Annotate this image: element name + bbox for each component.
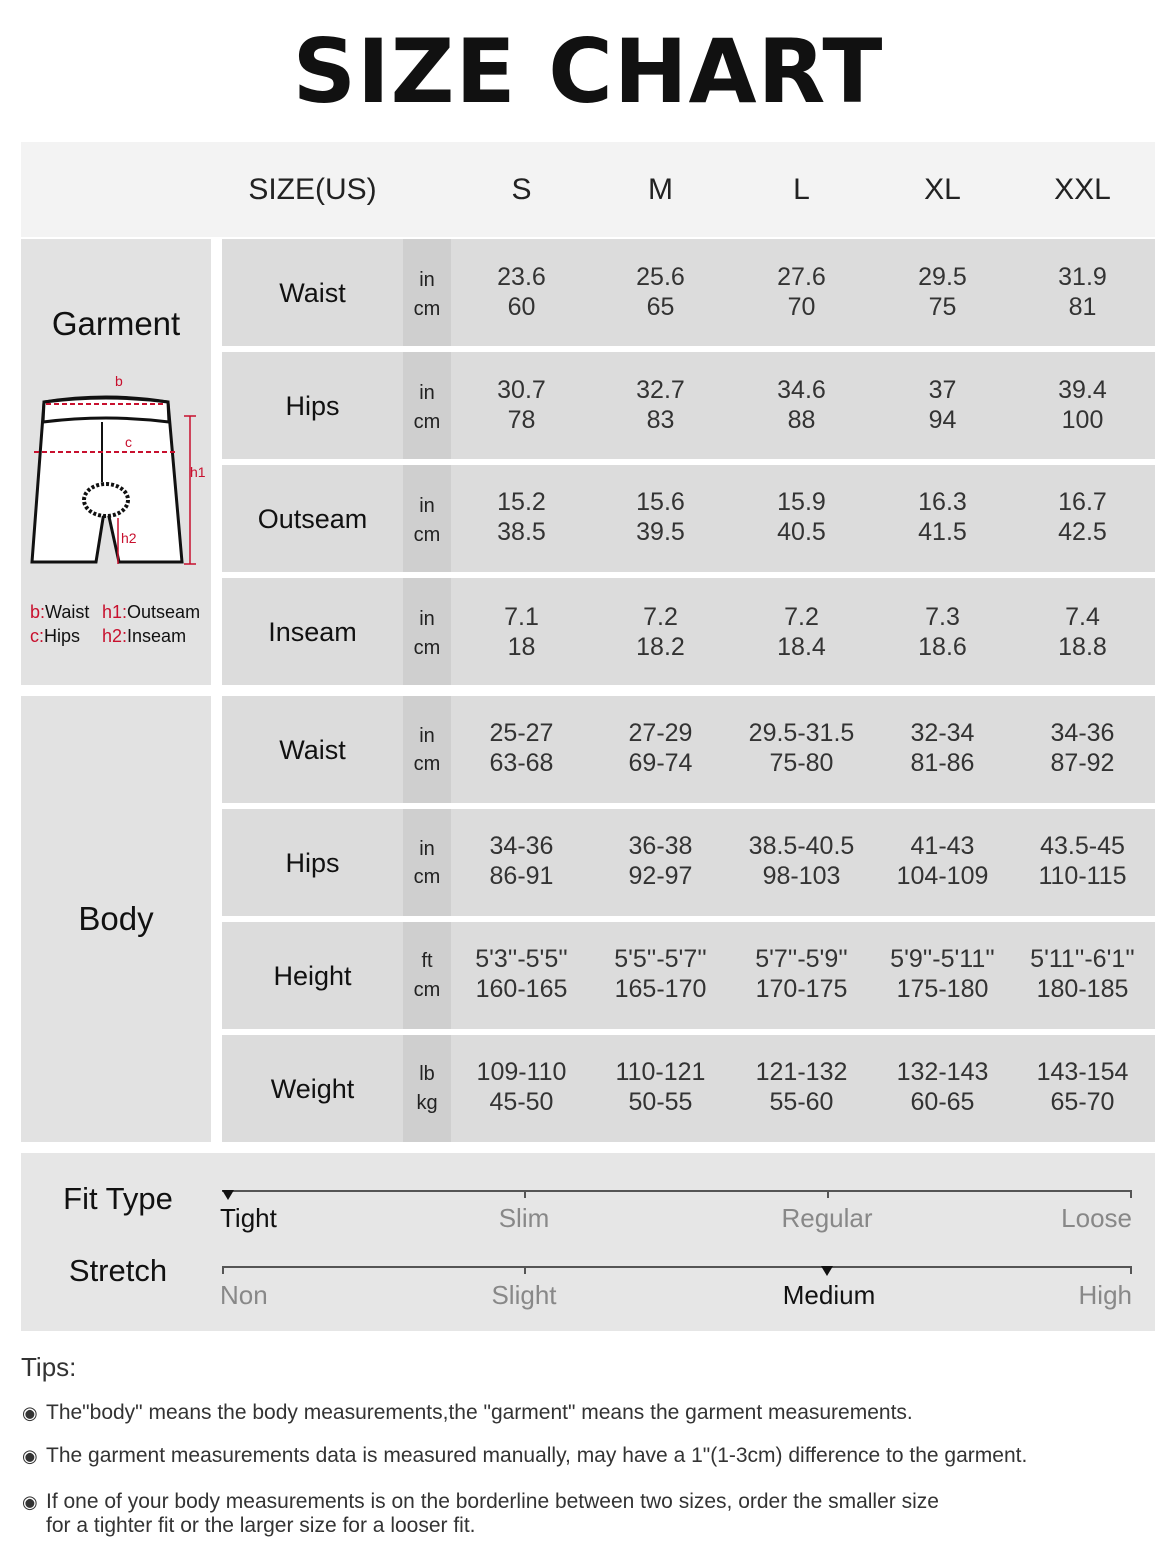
table-cell: 55-60	[769, 1088, 834, 1116]
fit-option-loose: Loose	[1061, 1203, 1132, 1233]
unit-label: in	[419, 382, 435, 404]
table-cell: 34-36	[1050, 719, 1115, 747]
table-cell: 110-115	[1038, 862, 1127, 890]
unit-label: in	[419, 269, 435, 291]
fit-type-scale	[222, 1190, 1132, 1192]
table-cell: 60-65	[910, 1088, 975, 1116]
unit-label: cm	[413, 524, 441, 546]
table-cell: 92-97	[628, 862, 693, 890]
scale-tick	[524, 1266, 526, 1274]
unit-label: cm	[413, 866, 441, 888]
legend-waist: b:Waist	[30, 602, 90, 622]
unit-label: cm	[413, 979, 441, 1001]
table-cell: 29.5	[918, 263, 967, 291]
fit-type-pointer-icon	[222, 1190, 234, 1200]
tip-item: ◉ The garment measurements data is measured manually, may have a 1"(1-3cm) difference to the garment.	[22, 1444, 1028, 1467]
table-cell: 36-38	[628, 832, 693, 860]
size-m-header: M	[648, 173, 673, 206]
table-cell: 86-91	[489, 862, 554, 890]
stretch-option-slight: Slight	[491, 1280, 557, 1310]
table-cell: 34-36	[489, 832, 554, 860]
table-cell: 78	[507, 406, 536, 434]
scale-tick	[1130, 1190, 1132, 1198]
table-cell: 100	[1061, 406, 1104, 434]
table-cell: 83	[646, 406, 675, 434]
stretch-scale	[222, 1266, 1132, 1268]
bullet-icon: ◉	[22, 1492, 38, 1512]
tip-item-continued: for a tighter fit or the larger size for a looser fit.	[46, 1514, 476, 1537]
table-cell: 25.6	[636, 263, 685, 291]
unit-label: in	[419, 608, 435, 630]
table-cell: 7.2	[643, 603, 678, 631]
table-cell: 5'11''-6'1''	[1030, 945, 1135, 973]
table-cell: 37	[928, 376, 957, 404]
body-group-label: Body	[78, 900, 154, 937]
table-cell: 110-121	[615, 1058, 706, 1086]
table-cell: 87-92	[1050, 749, 1115, 777]
table-cell: 132-143	[896, 1058, 989, 1086]
scale-tick	[222, 1266, 224, 1274]
table-cell: 30.7	[497, 376, 546, 404]
fit-option-tight: Tight	[220, 1203, 277, 1233]
table-cell: 31.9	[1058, 263, 1107, 291]
legend-hips: c:Hips	[30, 626, 81, 646]
garment-outseam-label: Outseam	[257, 504, 368, 534]
size-us-header: SIZE(US)	[248, 173, 377, 206]
table-cell: 39.5	[636, 518, 685, 546]
unit-label: cm	[413, 411, 441, 433]
table-cell: 23.6	[497, 263, 546, 291]
stretch-pointer-icon	[821, 1266, 833, 1276]
page-title: SIZE CHART	[292, 20, 884, 123]
table-cell: 7.4	[1065, 603, 1100, 631]
stretch-option-high: High	[1078, 1280, 1132, 1310]
table-cell: 75	[928, 293, 957, 321]
unit-label: in	[419, 725, 435, 747]
table-cell: 94	[928, 406, 957, 434]
table-cell: 81-86	[910, 749, 975, 777]
stretch-option-non: Non	[220, 1280, 268, 1310]
table-cell: 45-50	[489, 1088, 554, 1116]
body-waist-label: Waist	[279, 735, 346, 765]
table-cell: 39.4	[1058, 376, 1107, 404]
table-cell: 16.7	[1058, 488, 1107, 516]
body-weight-label: Weight	[270, 1074, 355, 1104]
table-cell: 43.5-45	[1040, 832, 1125, 860]
table-cell: 38.5	[497, 518, 546, 546]
fit-option-slim: Slim	[498, 1203, 550, 1233]
table-cell: 121-132	[755, 1058, 848, 1086]
table-cell: 109-110	[476, 1058, 567, 1086]
table-cell: 170-175	[755, 975, 848, 1003]
table-cell: 42.5	[1058, 518, 1107, 546]
table-cell: 81	[1068, 293, 1097, 321]
unit-label: in	[419, 838, 435, 860]
diagram-label-h2: h2	[121, 530, 137, 546]
table-cell: 98-103	[762, 862, 841, 890]
table-cell: 165-170	[614, 975, 707, 1003]
diagram-label-b: b	[115, 373, 123, 389]
table-cell: 180-185	[1036, 975, 1129, 1003]
unit-label: kg	[416, 1092, 438, 1114]
table-cell: 41-43	[910, 832, 975, 860]
table-cell: 63-68	[489, 749, 554, 777]
table-cell: 7.1	[504, 603, 539, 631]
shorts-diagram-icon	[26, 372, 212, 572]
table-cell: 104-109	[896, 862, 989, 890]
table-cell: 40.5	[777, 518, 826, 546]
table-cell: 38.5-40.5	[748, 832, 855, 860]
bullet-icon: ◉	[22, 1403, 38, 1423]
table-cell: 16.3	[918, 488, 967, 516]
fit-option-regular: Regular	[781, 1203, 873, 1233]
table-cell: 75-80	[769, 749, 834, 777]
table-cell: 18.8	[1058, 633, 1107, 661]
table-cell: 7.2	[784, 603, 819, 631]
table-cell: 160-165	[475, 975, 568, 1003]
unit-label: cm	[413, 637, 441, 659]
unit-label: cm	[413, 753, 441, 775]
table-cell: 32-34	[910, 719, 975, 747]
table-cell: 15.9	[777, 488, 826, 516]
garment-waist-label: Waist	[279, 278, 346, 308]
scale-tick	[524, 1190, 526, 1198]
fit-type-label: Fit Type	[63, 1181, 173, 1216]
table-cell: 5'7''-5'9''	[755, 945, 848, 973]
table-cell: 18.4	[777, 633, 826, 661]
tip-item: ◉ If one of your body measurements is on the borderline between two sizes, order the smaller size	[22, 1490, 939, 1513]
unit-label: lb	[419, 1063, 435, 1085]
stretch-option-medium: Medium	[782, 1280, 876, 1310]
unit-label: cm	[413, 298, 441, 320]
scale-tick	[1130, 1266, 1132, 1274]
garment-group-label: Garment	[51, 305, 181, 342]
tip-item: ◉ The"body" means the body measurements,the "garment" means the garment measurements.	[22, 1401, 913, 1424]
table-cell: 34.6	[777, 376, 826, 404]
table-cell: 65	[646, 293, 675, 321]
diagram-label-h1: h1	[190, 464, 206, 480]
size-xl-header: XL	[924, 173, 961, 206]
stretch-label: Stretch	[68, 1253, 168, 1288]
table-cell: 70	[787, 293, 816, 321]
table-cell: 50-55	[628, 1088, 693, 1116]
table-cell: 32.7	[636, 376, 685, 404]
diagram-label-c: c	[125, 434, 132, 450]
table-cell: 88	[787, 406, 816, 434]
table-cell: 65-70	[1050, 1088, 1115, 1116]
table-cell: 5'5''-5'7''	[614, 945, 707, 973]
table-cell: 15.6	[636, 488, 685, 516]
table-cell: 18.2	[636, 633, 685, 661]
legend-inseam: h2:Inseam	[102, 626, 187, 646]
unit-label: in	[419, 495, 435, 517]
scale-tick	[827, 1190, 829, 1198]
table-cell: 18	[507, 633, 536, 661]
table-cell: 5'9''-5'11''	[890, 945, 995, 973]
table-cell: 175-180	[896, 975, 989, 1003]
garment-inseam-label: Inseam	[268, 617, 357, 647]
table-cell: 18.6	[918, 633, 967, 661]
body-hips-label: Hips	[285, 848, 340, 878]
table-cell: 27.6	[777, 263, 826, 291]
legend-outseam: h1:Outseam	[102, 602, 201, 622]
fit-panel	[21, 1153, 1155, 1331]
garment-hips-label: Hips	[285, 391, 340, 421]
size-xxl-header: XXL	[1054, 173, 1111, 206]
size-l-header: L	[793, 173, 810, 206]
table-cell: 15.2	[497, 488, 546, 516]
table-cell: 7.3	[925, 603, 960, 631]
table-cell: 5'3''-5'5''	[475, 945, 568, 973]
table-cell: 60	[507, 293, 536, 321]
table-cell: 41.5	[918, 518, 967, 546]
tips-title: Tips:	[21, 1352, 77, 1382]
unit-label: ft	[421, 950, 433, 972]
table-cell: 29.5-31.5	[748, 719, 855, 747]
table-cell: 69-74	[628, 749, 693, 777]
table-cell: 27-29	[628, 719, 693, 747]
bullet-icon: ◉	[22, 1446, 38, 1466]
size-s-header: S	[511, 173, 532, 206]
body-height-label: Height	[273, 961, 352, 991]
table-cell: 143-154	[1036, 1058, 1129, 1086]
table-cell: 25-27	[489, 719, 554, 747]
